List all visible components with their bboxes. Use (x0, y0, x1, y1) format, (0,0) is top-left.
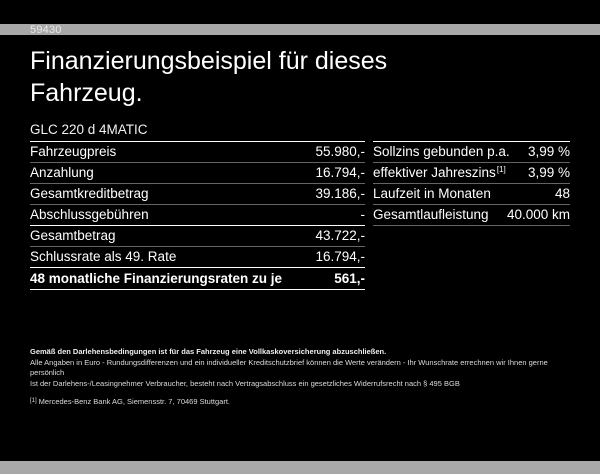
row-label (373, 205, 490, 225)
row-label: Gesamtbetrag (30, 228, 116, 243)
row-label: Schlussrate als 49. Rate (30, 249, 177, 264)
row-value: 3,99 % (527, 144, 570, 159)
bank-footnote (30, 396, 570, 408)
row-label: Fahrzeugpreis (30, 144, 117, 159)
row-label: Abschlussgebühren (30, 207, 149, 222)
conditions-table-row (373, 163, 570, 184)
row-value: 43.722,- (315, 228, 365, 243)
note-line-1: Alle Angaben in Euro - Rundungsdifferenzen und ein individueller Kreditschutzbrief können die Werte verändern - Ihr Wunschrate errechnen wir Ihnen gerne persönlich (30, 357, 548, 377)
row-label-text: Gesamtlaufleistung (373, 207, 489, 222)
row-label-text: Laufzeit in Monaten (373, 186, 491, 201)
row-value: 3,99 % (527, 165, 570, 180)
row-value: 16.794,- (315, 249, 365, 264)
bottom-frame-bar (0, 461, 600, 474)
conditions-table-row (373, 205, 570, 226)
row-value: 39.186,- (315, 186, 365, 201)
finance-table (30, 141, 365, 290)
row-label (373, 184, 492, 204)
conditions-table-row (373, 184, 570, 205)
vehicle-model: GLC 220 d 4MATIC (30, 122, 148, 137)
offer-number: 59430 (30, 24, 62, 36)
finance-table-row (30, 205, 365, 226)
footnote-ref: [1] (496, 164, 506, 174)
insurance-note: Gemäß den Darlehensbedingungen ist für das Fahrzeug eine Vollkaskoversicherung abzuschließen. (30, 347, 387, 356)
finance-table-row (30, 226, 365, 247)
row-value: 48 (554, 186, 570, 201)
conditions-table (373, 141, 570, 226)
note-line-2: Ist der Darlehens-/Leasingnehmer Verbraucher, besteht nach Vertragsabschluss ein gesetzliches Widerrufsrecht nach § 495 BGB (30, 378, 460, 388)
finance-table-row (30, 142, 365, 163)
monthly-rate-row (30, 268, 365, 290)
conditions-table-row (373, 142, 570, 163)
legal-notes (30, 347, 570, 408)
finance-table-row (30, 184, 365, 205)
finance-tables (30, 141, 570, 290)
finance-table-row (30, 163, 365, 184)
row-value: 16.794,- (315, 165, 365, 180)
footnote-text: Mercedes-Benz Bank AG, Siemensstr. 7, 70469 Stuttgart. (38, 397, 231, 406)
row-label: Gesamtkreditbetrag (30, 186, 149, 201)
row-label (373, 163, 506, 183)
row-label-text: effektiver Jahreszins (373, 165, 496, 180)
finance-table-row (30, 247, 365, 268)
row-value: - (360, 207, 365, 222)
row-value: 40.000 km (506, 207, 570, 222)
row-label-text: Sollzins gebunden p.a. (373, 144, 510, 159)
row-label (373, 142, 511, 162)
page-title: Finanzierungsbeispiel für dieses Fahrzeug. (30, 47, 388, 107)
footnote-marker: [1] (30, 398, 37, 404)
row-label: Anzahlung (30, 165, 94, 180)
finance-offer-panel (0, 24, 600, 408)
row-value: 55.980,- (315, 144, 365, 159)
monthly-rate-label: 48 monatliche Finanzierungsraten zu je (30, 271, 283, 286)
monthly-rate-value: 561,- (334, 271, 365, 286)
